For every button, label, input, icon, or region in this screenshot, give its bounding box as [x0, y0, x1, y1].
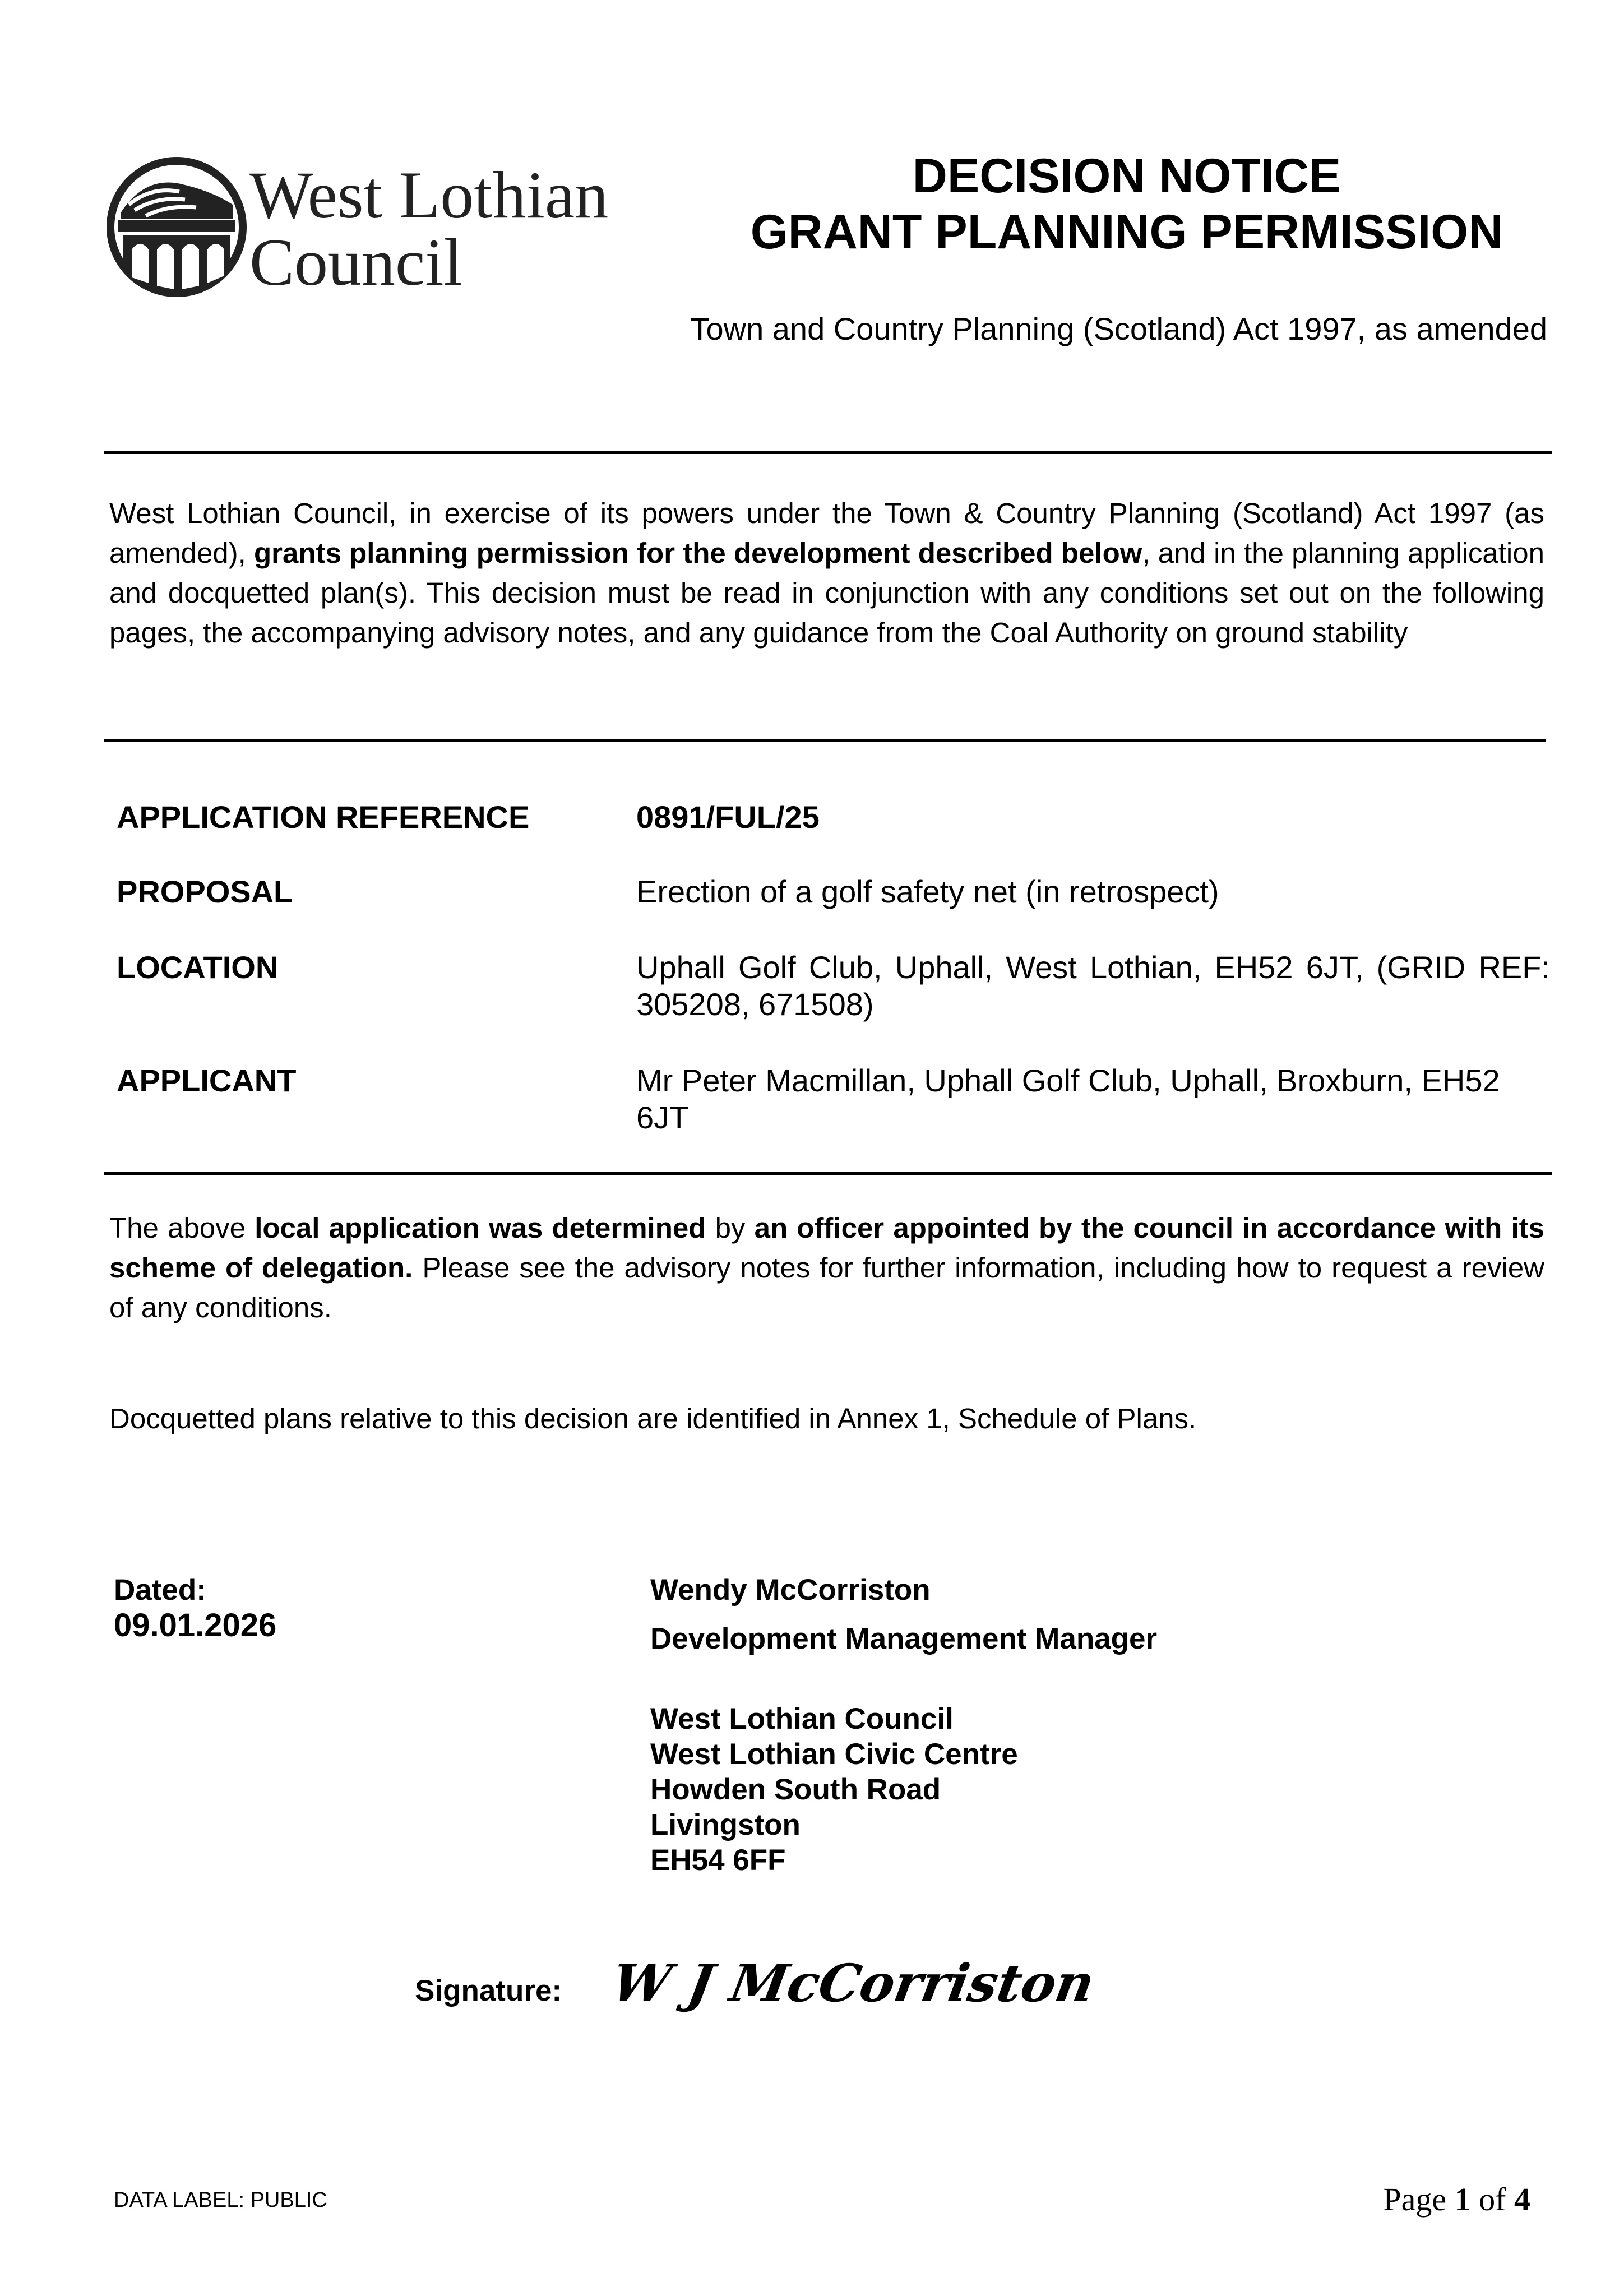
page-total: 4: [1514, 2181, 1530, 2218]
determination-text-2: by: [706, 1212, 755, 1244]
intro-paragraph: [109, 493, 1544, 652]
intro-text-1: West Lothian Council, in exercise of its powers under the Town & Country Planning (Scotland) Act 1997 (as amended),: [109, 497, 1544, 569]
page-current: 1: [1454, 2181, 1471, 2218]
divider-bottom: [104, 1172, 1552, 1175]
page-number: [1323, 2181, 1530, 2218]
divider-middle: [104, 739, 1546, 742]
data-label: DATA LABEL: PUBLIC: [114, 2188, 327, 2212]
location-value: Uphall Golf Club, Uphall, West Lothian, EH52 6JT, (GRID REF: 305208, 671508): [636, 950, 1550, 1022]
address-line: Livingston: [650, 1808, 801, 1841]
reference-value: 0891/FUL/25: [636, 799, 820, 835]
address-line: West Lothian Council: [650, 1702, 954, 1735]
determination-text-3: Please see the advisory notes for further information, including how to request a review of any conditions.: [109, 1252, 1545, 1323]
page-word: Page: [1383, 2181, 1447, 2218]
location-label: LOCATION: [117, 950, 279, 985]
viaduct-emblem-icon: [110, 161, 243, 293]
intro-bold-text: grants planning permission for the development described below: [254, 537, 1142, 569]
determination-bold-2: an officer appointed by the council in accordance with its scheme of delegation.: [109, 1212, 1544, 1284]
logo-text-line2: Council: [249, 225, 462, 299]
divider-top: [104, 451, 1552, 454]
council-address: [650, 1701, 1018, 1878]
title-line-1: DECISION NOTICE: [912, 149, 1341, 203]
determination-bold-1: local application was determined: [255, 1212, 706, 1244]
officer-title: Development Management Manager: [650, 1622, 1158, 1655]
officer-name: Wendy McCorriston: [650, 1573, 931, 1607]
dated-value: 09.01.2026: [114, 1607, 277, 1644]
signature-image: [607, 1945, 1099, 2024]
docquetted-plans-note: Docquetted plans relative to this decision are identified in Annex 1, Schedule of Plans.: [109, 1402, 1197, 1434]
act-subtitle: Town and Country Planning (Scotland) Act 1997, as amended: [690, 311, 1547, 346]
signature-label: Signature:: [415, 1974, 562, 2007]
applicant-label: APPLICANT: [117, 1063, 297, 1098]
applicant-value: Mr Peter Macmillan, Uphall Golf Club, Uphall, Broxburn, EH52 6JT: [636, 1063, 1500, 1135]
address-line: West Lothian Civic Centre: [650, 1738, 1018, 1771]
intro-text-2: , and in the planning application and docquetted plan(s). This decision must be read in conjunction with any conditions set out on the following pages, the accompanying advisory notes, and any guidance from the Coal Authority on ground stability: [109, 537, 1544, 649]
proposal-value: Erection of a golf safety net (in retrospect): [636, 874, 1219, 909]
address-line: Howden South Road: [650, 1773, 941, 1806]
council-logo: [101, 151, 617, 303]
logo-text-line1: West Lothian: [249, 158, 609, 232]
dated-label: Dated:: [114, 1573, 206, 1607]
address-line: EH54 6FF: [650, 1844, 786, 1877]
determination-text-1: The above: [109, 1212, 255, 1244]
proposal-label: PROPOSAL: [117, 874, 293, 909]
reference-label: APPLICATION REFERENCE: [117, 799, 530, 835]
title-line-2: GRANT PLANNING PERMISSION: [750, 205, 1503, 259]
signature-text: W J McCorriston: [607, 1952, 1099, 2013]
page-of: of: [1479, 2181, 1506, 2218]
determination-paragraph: [109, 1208, 1544, 1327]
